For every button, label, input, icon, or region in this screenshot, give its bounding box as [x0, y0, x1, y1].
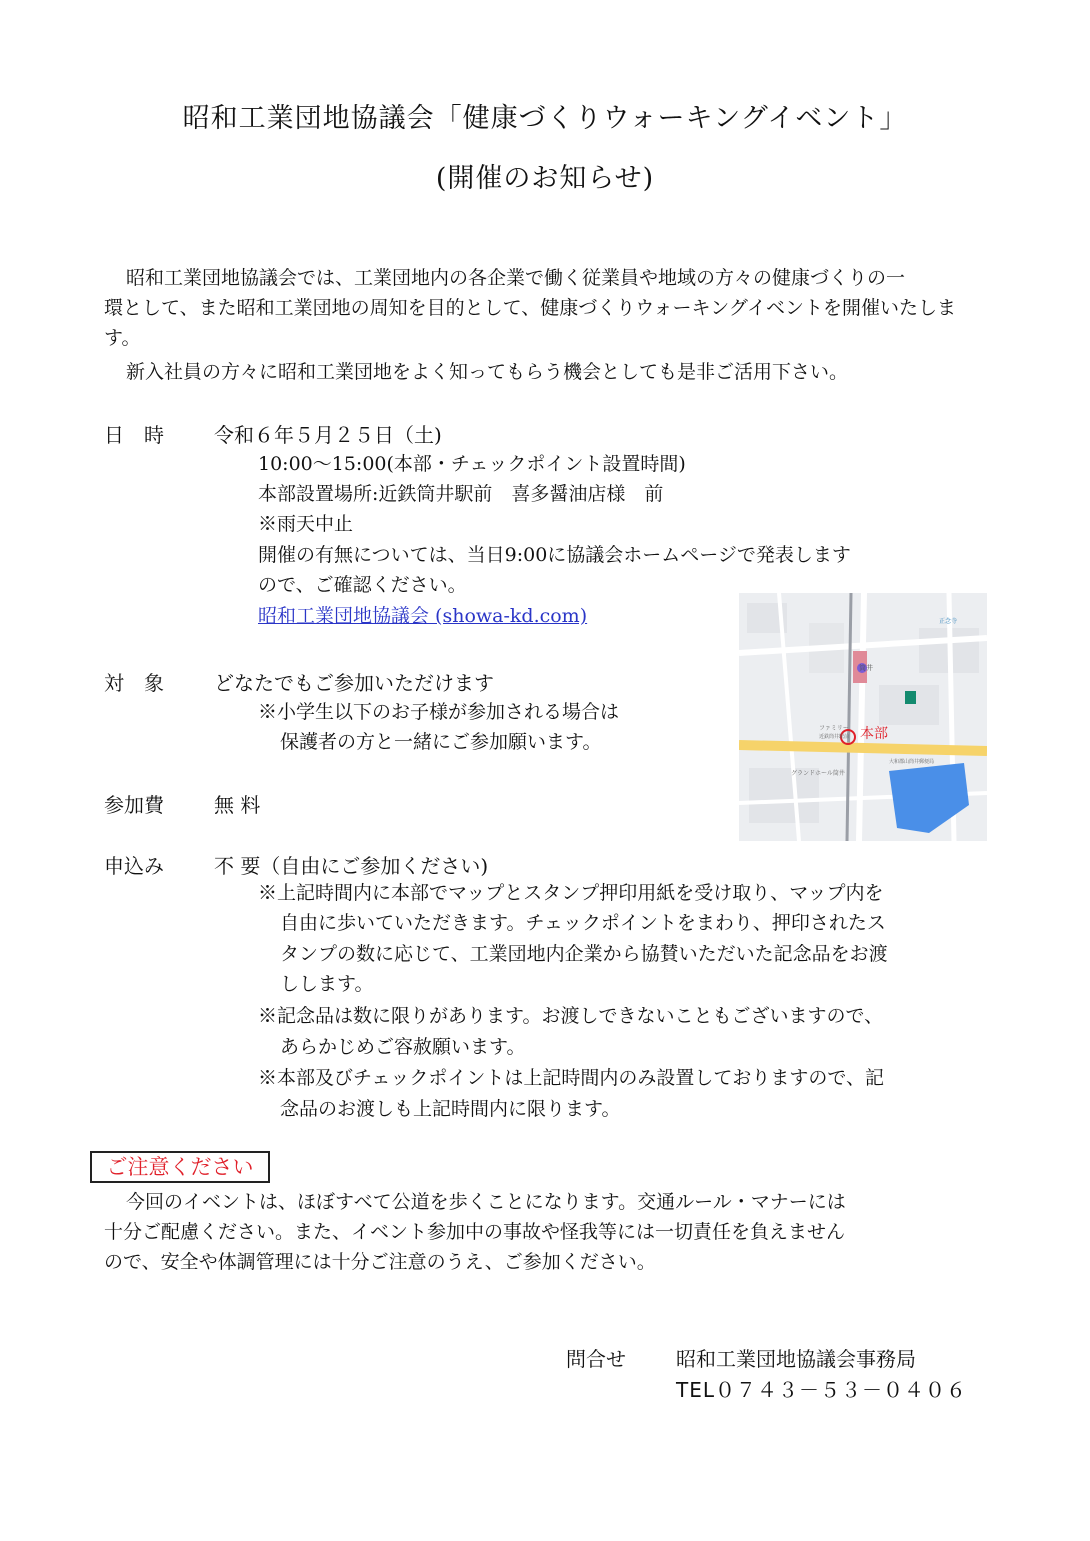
map-label-station-front: 近鉄筒井駅前	[819, 734, 850, 740]
page-title: 昭和工業団地協議会「健康づくりウォーキングイベント」	[182, 103, 908, 134]
contact-org: 昭和工業団地協議会事務局	[676, 1347, 916, 1371]
map-label-station: 筒井	[859, 664, 873, 672]
apply-note-3a: ※本部及びチェックポイントは上記時間内のみ設置しておりますので、記	[258, 1067, 885, 1089]
map-graphic	[739, 593, 987, 841]
main-road	[739, 745, 987, 751]
caution-heading: ご注意ください	[90, 1151, 270, 1183]
apply-note-1a: ※上記時間内に本部でマップとスタンプ押印用紙を受け取り、マップ内を	[258, 882, 884, 904]
map-label-hall: グランドホール筒井	[791, 770, 845, 777]
intro-line-1: 昭和工業団地協議会では、工業団地内の各企業で働く従業員や地域の方々の健康づくりの一	[126, 267, 906, 289]
apply-note-2b: あらかじめご容赦願います。	[280, 1036, 526, 1058]
info-icon	[905, 691, 916, 704]
page-subtitle: (開催のお知らせ)	[435, 163, 655, 194]
fee-label: 参加費	[104, 793, 164, 817]
apply-note-1d: しします。	[280, 973, 374, 995]
caution-line-1: 今回のイベントは、ほぼすべて公道を歩くことになります。交通ルール・マナーには	[126, 1191, 846, 1213]
announce-line-2: ので、ご確認ください。	[258, 574, 467, 596]
date-label: 日 時	[104, 423, 164, 447]
map-label-shop: ファミリー	[819, 725, 849, 732]
homepage-link[interactable]: 昭和工業団地協議会 (showa-kd.com)	[258, 605, 588, 627]
date-value: 令和６年５月２５日（土)	[214, 423, 442, 447]
target-note-1: ※小学生以下のお子様が参加される場合は	[258, 701, 620, 723]
rain-note: ※雨天中止	[258, 513, 354, 535]
contact-label: 問合せ	[566, 1347, 626, 1371]
contact-tel: TEL０７４３－５３－０４０６	[676, 1378, 967, 1402]
fee-value: 無 料	[214, 793, 261, 817]
apply-note-2a: ※記念品は数に限りがあります。お渡しできないこともございますので、	[258, 1005, 884, 1027]
apply-value: 不 要（自由にご参加ください)	[214, 854, 489, 878]
hq-marker-label: 本部	[860, 726, 888, 742]
apply-note-1c: タンプの数に応じて、工業団地内企業から協賛いただいた記念品をお渡	[280, 943, 888, 965]
target-value: どなたでもご参加いただけます	[214, 671, 494, 695]
caution-line-3: ので、安全や体調管理には十分ご注意のうえ、ご参加ください。	[104, 1251, 656, 1273]
apply-label: 申込み	[104, 854, 164, 878]
map-label-post: 大和郡山筒井郵便局	[889, 759, 935, 765]
apply-note-1b: 自由に歩いていただきます。チェックポイントをまわり、押印されたス	[280, 912, 886, 934]
location-map	[739, 593, 987, 841]
target-note-2: 保護者の方と一緒にご参加願います。	[280, 731, 602, 753]
apply-note-3b: 念品のお渡しも上記時間内に限ります。	[280, 1098, 621, 1120]
date-time: 10:00～15:00(本部・チェックポイント設置時間)	[258, 453, 686, 475]
target-label: 対 象	[104, 671, 164, 695]
hq-location: 本部設置場所:近鉄筒井駅前 喜多醤油店様 前	[258, 483, 664, 505]
map-label-temple: 正念寺	[939, 618, 958, 625]
announce-line-1: 開催の有無については、当日9:00に協議会ホームページで発表します	[258, 544, 851, 566]
caution-line-2: 十分ご配慮ください。また、イベント参加中の事故や怪我等には一切責任を負えません	[104, 1221, 846, 1243]
intro-line-2: 環として、また昭和工業団地の周知を目的として、健康づくりウォーキングイベントを開催いたしま	[104, 297, 956, 319]
intro-line-4: 新入社員の方々に昭和工業団地をよく知ってもらう機会としても是非ご活用下さい。	[126, 361, 849, 383]
intro-line-3: す。	[104, 327, 141, 349]
